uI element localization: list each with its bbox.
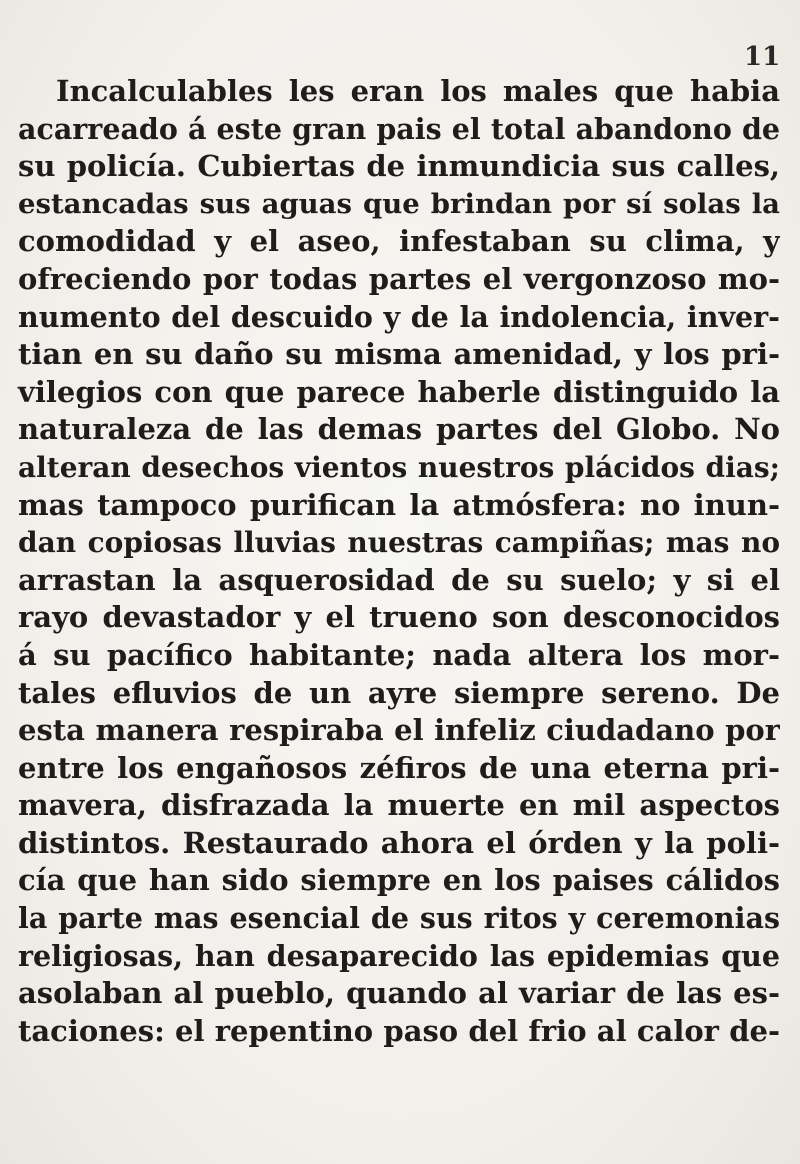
text-line: vilegios con que parece haberle distinguido la bbox=[18, 374, 780, 409]
text-line: rayo devastador y el trueno son desconocidos bbox=[18, 600, 780, 635]
text-line: tian en su daño su misma amenidad, y los pri- bbox=[18, 337, 780, 372]
text-line: religiosas, han desaparecido las epidemias que bbox=[18, 938, 780, 973]
text-line: su policía. Cubiertas de inmundicia sus calles, bbox=[18, 149, 780, 184]
text-line: á su pacífico habitante; nada altera los mor- bbox=[18, 637, 780, 672]
text-line: cía que han sido siempre en los paises cálidos bbox=[18, 863, 780, 898]
text-line: dan copiosas lluvias nuestras campiñas; mas no bbox=[18, 526, 780, 560]
text-line: acarreado á este gran pais el total abandono de bbox=[18, 111, 780, 146]
text-line: esta manera respiraba el infeliz ciudadano por bbox=[18, 713, 780, 748]
text-line: taciones: el repentino paso del frio al calor de- bbox=[18, 1013, 780, 1048]
text-line: arrastan la asquerosidad de su suelo; y si el bbox=[18, 562, 780, 597]
text-line: la parte mas esencial de sus ritos y ceremonias bbox=[18, 901, 780, 936]
text-line: estancadas sus aguas que brindan por sí solas la bbox=[18, 187, 780, 220]
text-line: ofreciendo por todas partes el vergonzoso mo- bbox=[18, 261, 780, 296]
body-text bbox=[0, 73, 800, 1050]
text-line: Incalculables les eran los males que habia bbox=[56, 74, 780, 108]
text-line: tales efluvios de un ayre siempre sereno. De bbox=[18, 675, 780, 710]
text-line: entre los engañosos zéfiros de una eterna pri- bbox=[18, 750, 780, 785]
text-line: alteran desechos vientos nuestros plácidos dias; bbox=[18, 450, 780, 484]
text-line: mas tampoco purifican la atmósfera: no inun- bbox=[18, 487, 780, 522]
text-line: naturaleza de las demas partes del Globo. No bbox=[18, 412, 780, 447]
text-line: asolaban al pueblo, quando al variar de las es- bbox=[18, 976, 780, 1011]
text-line: mavera, disfrazada la muerte en mil aspectos bbox=[18, 788, 780, 823]
text-line: comodidad y el aseo, infestaban su clima, y bbox=[18, 224, 780, 259]
page-number: 11 bbox=[744, 42, 781, 72]
text-line: distintos. Restaurado ahora el órden y la poli- bbox=[18, 825, 780, 860]
text-line: numento del descuido y de la indolencia, inver- bbox=[18, 299, 780, 334]
